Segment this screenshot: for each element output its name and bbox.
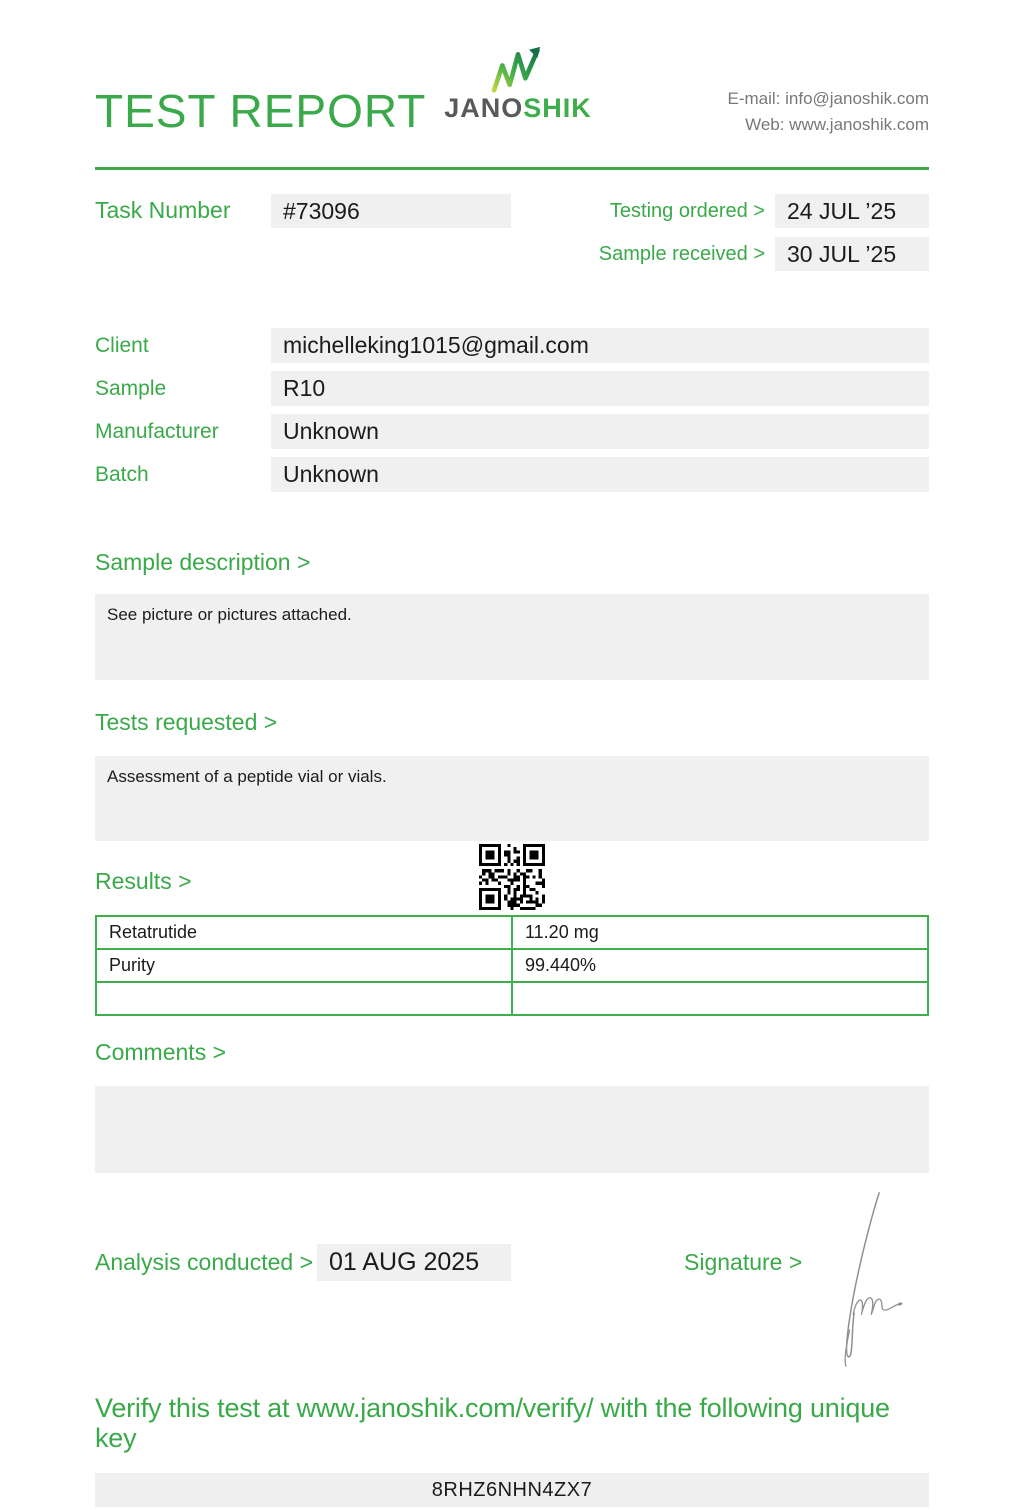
detail-row-client [95,328,929,363]
batch-label: Batch [95,463,149,486]
table-row [96,916,928,949]
result-name: Purity [96,949,512,982]
qr-code [479,844,545,910]
contact-web: Web: www.janoshik.com [745,115,929,135]
handwritten-signature [818,1189,906,1374]
result-value: 99.440% [512,949,928,982]
tests-requested-box: Assessment of a peptide vial or vials. [95,756,929,841]
result-name: Retatrutide [96,916,512,949]
manufacturer-value: Unknown [271,414,929,449]
sample-received-label: Sample received > [598,243,765,265]
details-section [95,328,929,492]
task-number-value: #73096 [271,194,511,228]
task-number-label: Task Number [95,197,231,223]
client-value: michelleking1015@gmail.com [271,328,929,363]
results-heading: Results > [95,868,192,894]
page-title: TEST REPORT [95,85,427,137]
testing-ordered-value: 24 JUL ’25 [775,194,929,228]
brand-logo [438,46,598,122]
sample-received-value: 30 JUL ’25 [775,237,929,271]
report-page [95,0,929,1507]
comments-heading: Comments > [95,1039,227,1065]
contact-info [728,86,930,139]
detail-row-sample [95,371,929,406]
verify-text: Verify this test at www.janoshik.com/verify/ with the following unique key [95,1393,890,1453]
analysis-date-value: 01 AUG 2025 [317,1244,511,1281]
result-value: 11.20 mg [512,916,928,949]
signature-label: Signature > [684,1249,803,1275]
manufacturer-label: Manufacturer [95,420,219,443]
brand-name-jano: JANO [444,93,524,123]
sample-label: Sample [95,377,167,400]
footer-section [95,1173,929,1373]
batch-value: Unknown [271,457,929,492]
brand-name-shik: SHIK [523,93,592,123]
analysis-conducted-label: Analysis conducted > [95,1249,313,1275]
report-header [95,0,929,170]
testing-ordered-label: Testing ordered > [609,200,765,222]
result-value [512,982,928,1015]
brand-name [438,95,598,122]
table-row [96,949,928,982]
detail-row-batch [95,457,929,492]
result-name [96,982,512,1015]
detail-row-manufacturer [95,414,929,449]
growth-chart-icon [438,46,598,94]
comments-box [95,1086,929,1173]
contact-email: E-mail: info@janoshik.com [727,89,929,108]
results-zone [95,841,929,915]
client-label: Client [95,334,149,357]
meta-section [95,170,929,280]
verify-key-box: 8RHZ6NHN4ZX7 [95,1473,929,1507]
sample-description-box: See picture or pictures attached. [95,594,929,680]
sample-value: R10 [271,371,929,406]
results-table [95,915,929,1016]
table-row [96,982,928,1015]
tests-requested-heading: Tests requested > [95,709,278,735]
sample-description-heading: Sample description > [95,549,311,575]
